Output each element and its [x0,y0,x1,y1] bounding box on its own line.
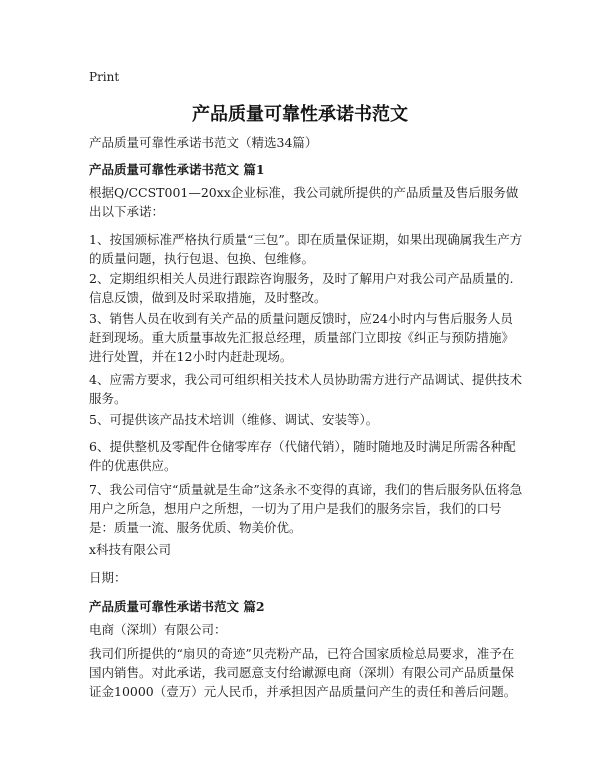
item-2: 2、定期组织相关人员进行跟踪咨询服务，及时了解用户对我公司产品质量的.信息反馈，做到及时采取措施，及时整改。 [89,271,514,305]
section2-body: 我司们所提供的“扇贝的奇迹”贝壳粉产品，已符合国家质检总局要求，准予在国内销售。对此承诺，我司愿意支付给谳源电商（深圳）有限公司产品质量保证金10000（壹万）元人民币，并承担因产品质量问产生的责任和善后问题。 [89,646,517,699]
company-signature: x科技有限公司 [89,542,172,557]
item-6: 6、提供整机及零配件仓储零库存（代储代销），随时随地及时满足所需各种配件的优惠供应。 [89,439,516,473]
section2-heading: 产品质量可靠性承诺书范文 篇2 [89,599,265,614]
section1-intro: 根据Q/CCST001—20xx企业标准，我公司就所提供的产品质量及售后服务做出以下承诺： [89,185,519,219]
subtitle: 产品质量可靠性承诺书范文（精选34篇） [89,135,318,150]
print-link[interactable]: Print [89,70,120,84]
item-1: 1、按国颁标准严格执行质量“三包”。即在质量保证期，如果出现确属我生产方的质量问题，执行包退、包换、包维修。 [89,232,523,266]
item-4: 4、应需方要求，我公司可组织相关技术人员协助需方进行产品调试、提供技术服务。 [89,372,522,406]
section1-heading: 产品质量可靠性承诺书范文 篇1 [89,162,265,177]
date-label: 日期： [89,570,127,585]
page-title: 产品质量可靠性承诺书范文 [192,104,408,125]
item-5: 5、可提供该产品技术培训（维修、调试、安装等）。 [89,412,379,427]
section2-recipient: 电商（深圳）有限公司： [89,622,227,637]
item-3: 3、销售人员在收到有关产品的质量问题反馈时，应24小时内与售后服务人员赶到现场。重大质量事故先汇报总经理，质量部门立即按《纠正与预防措施》进行处置，并在12小时内赶赴现场。 [89,311,515,364]
item-7: 7、我公司信守“质量就是生命”这条永不变得的真谛，我们的售后服务队伍将急用户之所急，想用户之所想，一切为了用户是我们的服务宗旨，我们的口号是：质量一流、服务优质、物美价优。 [89,482,523,535]
